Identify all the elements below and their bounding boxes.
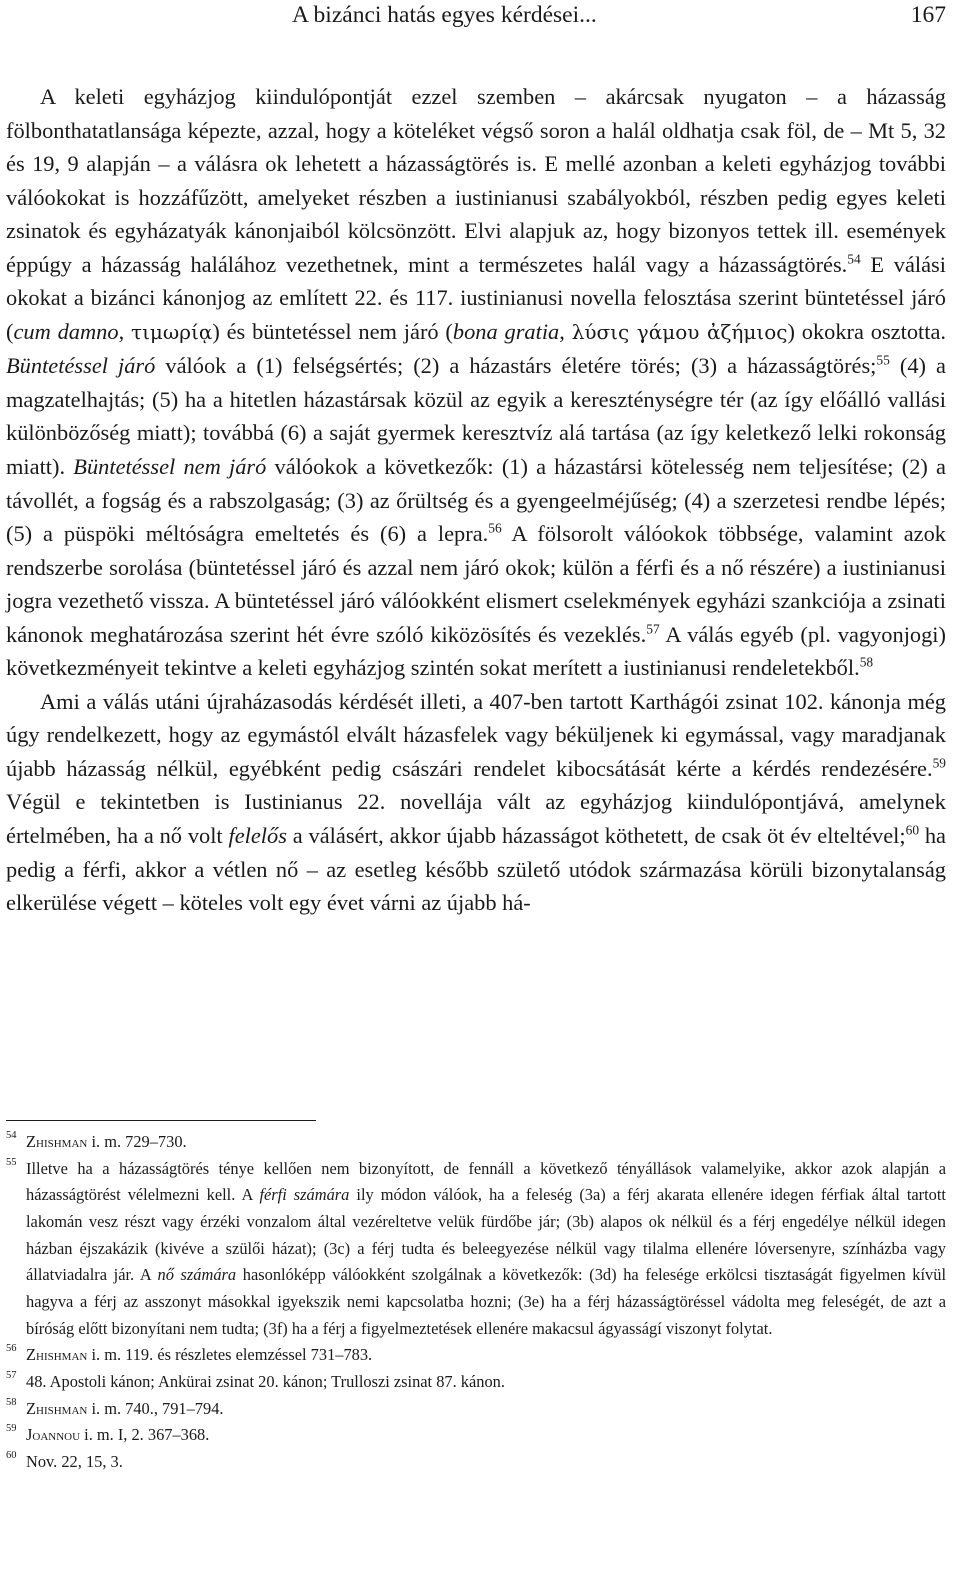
- text-run: hasonlóképp válóokként szolgálnak a következők: (3d) ha felesége erkölcsi tisztaságát figyelmen kívül hagyva a férj az asszonyt másokkal igyekszik nemi kapcsolatba hozni; (3e) ha a férj házasságtöréssel vádolta meg feleségét, de azt a bíróság előtt bizonyítani nem tudta; (3f) ha a férj a figyelmeztetések ellenére makacsul ágyasságí viszonyt folytat.: [26, 1265, 947, 1338]
- text-run: E válási okokat a bizánci kánonjog az említett 22. és 117. iustinianusi novella felosztása szerint büntetéssel járó (: [6, 251, 946, 344]
- italic-text: férfi számára: [259, 1185, 350, 1205]
- footnote-number: 60: [6, 1449, 17, 1461]
- italic-text: cum damno: [13, 318, 119, 344]
- body-text: [6, 80, 946, 920]
- greek-text: τιμωρίᾳ: [131, 319, 213, 344]
- footnote-reference: 57: [646, 621, 660, 637]
- text-run: (4) a magzatelhajtás; (5) ha a hitetlen házastársak közül az egyik a kereszténységre tér (az így előálló vallási különbözőség miatt); továbbá (6) a saját gyermek keresztvíz alá tartása (az így keletkező lelki rokonság miatt).: [6, 353, 946, 480]
- text-run: ) és büntetéssel nem járó (: [212, 318, 453, 344]
- footnote-number: 58: [6, 1396, 17, 1408]
- running-head: [292, 0, 946, 30]
- italic-text: felelős: [228, 823, 287, 849]
- text-run: a válásért, akkor újabb házasságot köthetett, de csak öt év elteltével;: [286, 823, 906, 849]
- italic-text: Büntetéssel nem járó: [73, 454, 267, 480]
- text-run: A fölsorolt válóokok többsége, valamint azok rendszerbe sorolása (büntetéssel járó és azzal nem járó okok; külön a férfi és a nő részére) a iustinianusi jogra vezethető vissza. A büntetéssel járó válóokként elismert cselekmények egyházi szankciója a zsinati kánonok meghatározása szerint hét évre szóló kiközösítés és vezeklés.: [6, 521, 946, 647]
- footnote: [6, 1396, 946, 1423]
- text-run: Végül e tekintetben is Iustinianus 22. novellája vált az egyházjog kiindulópontjává, amelynek értelmében, ha a nő volt: [6, 789, 946, 849]
- paragraph: [6, 685, 946, 920]
- author-name: Zhishman: [26, 1132, 88, 1151]
- footnote-reference: 60: [905, 822, 920, 838]
- footnote-number: 57: [6, 1369, 17, 1381]
- footnote: [6, 1369, 946, 1396]
- text-run: i. m. 729–730.: [87, 1132, 187, 1151]
- running-title: A bizánci hatás egyes kérdései...: [292, 2, 597, 28]
- text-run: 48. Apostoli kánon; Ankürai zsinat 20. kánon; Trulloszi zsinat 87. kánon.: [26, 1371, 505, 1391]
- text-run: ily módon válóok, ha a feleség (3a) a férj akarata ellenére idegen férfiak által tartott lakomán vesz részt vagy érzéki vonzalom által vezéreltetve velük fürdőbe jár; (3b) alapos ok nélkül és a férj engedélye nélkül idegen házban éjszakázik (kivéve a szülői házat); (3c) a férj tudta és beleegyezése nélkül vagy tilalma ellenére lóversenyre, színházba vagy állatviadalra jár. A: [26, 1185, 946, 1285]
- footnote: [6, 1422, 946, 1449]
- text-run: ha pedig a férfi, akkor a vétlen nő – az esetleg később születő utódok származása körüli bizonytalanság elkerülése végett – köteles volt egy évet várni az újabb há-: [6, 823, 946, 916]
- footnote: [6, 1129, 946, 1156]
- footnote-reference: 58: [859, 654, 874, 670]
- text-run: válóokok a következők: (1) a házastársi kötelesség nem teljesítése; (2) a távollét, a fogság és a rabszolgaság; (3) az őrültség és a gyengeelméjűség; (4) a szerzetesi rendbe lépés; (5) a püspöki méltóságra emeltetés és (6) a lepra.: [6, 454, 946, 547]
- footnote-reference: 59: [932, 755, 946, 771]
- footnote-number: 55: [6, 1156, 17, 1168]
- text-run: válóok a (1) felségsértés; (2) a házastárs életére törés; (3) a házasságtörés;: [155, 353, 877, 379]
- footnote: [6, 1342, 946, 1369]
- page-number: 167: [910, 2, 946, 28]
- author-name: Joannou: [26, 1425, 81, 1445]
- italic-text: bona gratia: [452, 318, 560, 344]
- text-run: ,: [559, 318, 572, 344]
- paragraph: [6, 80, 946, 685]
- footnote-reference: 55: [876, 352, 890, 368]
- text-run: Ami a válás utáni újraházasodás kérdését illeti, a 407-ben tartott Karthágói zsinat 102. kánonja még úgy rendelkezett, hogy az egymástól elvált házasfelek vagy béküljenek ki egymással, vagy maradjanak újabb házasság nélkül, egyébként pedig császári rendelet kibocsátását kérte a kérdés rendezésére.: [6, 688, 946, 781]
- footnote-reference: 54: [847, 251, 861, 266]
- footnote: [6, 1449, 946, 1476]
- text-run: A válás egyéb (pl. vagyonjogi) következményeit tekintve a keleti egyházjog szintén sokat merített a iustinianusi rendeletekből.: [6, 621, 946, 681]
- footnote-number: 56: [6, 1343, 17, 1355]
- text-run: i. m. I, 2. 367–368.: [80, 1425, 210, 1445]
- footnote-number: 59: [6, 1423, 17, 1435]
- author-name: Zhishman: [26, 1345, 88, 1365]
- greek-text: λύσις γάμου ἀζήμιος: [571, 319, 788, 344]
- text-run: Nov. 22, 15, 3.: [26, 1451, 123, 1471]
- footnote-number: 54: [6, 1130, 17, 1141]
- text-run: Illetve ha a házasságtörés ténye kellően nem bizonyított, de fennáll a következő tényállások valamelyike, akkor azok alapján a házasságtörést vélelmezni kell. A: [26, 1158, 946, 1205]
- text-run: i. m. 119. és részletes elemzéssel 731–783.: [87, 1345, 373, 1365]
- text-run: ,: [118, 318, 131, 344]
- footnotes: [6, 1129, 946, 1476]
- footnote: [6, 1156, 946, 1343]
- text-run: ) okokra osztotta.: [787, 318, 947, 344]
- text-run: A keleti egyházjog kiindulópontját ezzel szemben – akárcsak nyugaton – a házasság fölbonthatatlansága képezte, azzal, hogy a köteléket végső soron a halál oldhatja csak föl, de – Mt 5, 32 és 19, 9 alapján – a válásra ok lehetett a házasságtörés is. E mellé azonban a keleti egyházjog további válóokokat is hozzáfűzött, amelyeket részben a iustinianusi szabályokból, részben pedig egyes keleti zsinatok és egyházatyák kánonjaiból kölcsönzött. Elvi alapjuk az, hogy bizonyos tettek ill. események éppúgy a házasság halálához vezethetnek, mint a természetes halál vagy a házasságtörés.: [6, 84, 946, 277]
- footnote-separator: [6, 1120, 316, 1121]
- italic-text: nő számára: [157, 1265, 237, 1285]
- italic-text: Büntetéssel járó: [6, 353, 156, 379]
- text-run: i. m. 740., 791–794.: [87, 1398, 224, 1418]
- author-name: Zhishman: [26, 1398, 88, 1418]
- footnote-reference: 56: [488, 520, 502, 536]
